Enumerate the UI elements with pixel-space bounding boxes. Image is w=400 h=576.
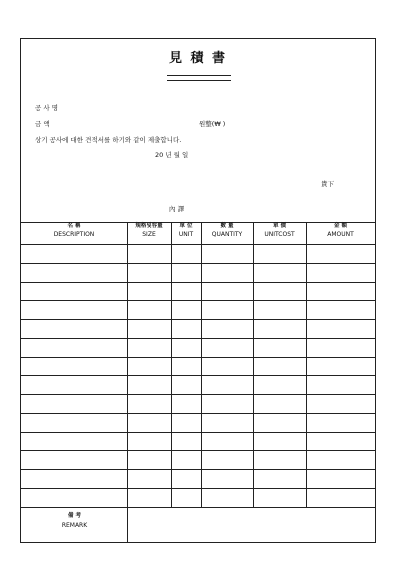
table-row-line: [21, 319, 375, 320]
column-header: [171, 223, 201, 238]
column-header-ko: 名 稱: [67, 223, 81, 229]
column-header-ko: 金 額: [334, 223, 347, 229]
column-header-ko: 單 位: [179, 223, 193, 229]
column-header-en: UNITCOST: [264, 230, 295, 238]
remark-label-en: REMARK: [61, 521, 88, 529]
table-row-line: [21, 488, 375, 489]
column-divider: [201, 222, 202, 507]
column-header: [201, 223, 253, 238]
project-name-label: 공 사 명: [35, 104, 58, 112]
column-header: [253, 223, 306, 238]
items-table: [21, 222, 375, 542]
estimate-sheet: [20, 38, 376, 543]
table-row-line: [21, 507, 375, 508]
statement-text: 상기 공사에 대한 견적서를 하기와 같이 제출합니다.: [35, 136, 182, 144]
table-row-line: [21, 244, 375, 245]
date-line: 20 년 월 일: [155, 151, 189, 159]
column-header: [21, 223, 127, 238]
breakdown-label: 內 譯: [169, 205, 185, 213]
column-divider: [127, 222, 128, 507]
amount-label: 금 액: [35, 120, 50, 128]
table-row-line: [21, 300, 375, 301]
remark-label-ko: 備 考: [68, 512, 81, 519]
table-row-line: [21, 469, 375, 470]
table-row-line: [21, 394, 375, 395]
document-title: 見 積 書: [168, 51, 228, 66]
column-header: [306, 223, 375, 238]
column-header-ko: 規格및容量: [135, 223, 163, 229]
column-header-ko: 數 量: [220, 223, 234, 229]
column-header-en: SIZE: [142, 230, 156, 238]
column-header: [127, 223, 171, 238]
currency-field: 원整(₩ ): [199, 120, 226, 128]
table-row-line: [21, 375, 375, 376]
column-divider: [306, 222, 307, 507]
table-row-line: [21, 450, 375, 451]
column-header-en: QUANTITY: [211, 230, 243, 238]
table-row-line: [21, 282, 375, 283]
column-header-en: DESCRIPTION: [53, 230, 95, 238]
remark-label: [21, 512, 128, 530]
column-header-en: UNIT: [178, 230, 194, 238]
table-row-line: [21, 263, 375, 264]
salutation: 貴下: [321, 180, 334, 188]
column-header-ko: 單 價: [273, 223, 286, 229]
column-divider: [171, 222, 172, 507]
table-row-line: [21, 432, 375, 433]
title-underline: [167, 75, 231, 81]
column-header-en: AMOUNT: [327, 230, 354, 238]
column-divider: [253, 222, 254, 507]
table-row-line: [21, 357, 375, 358]
table-row-line: [21, 338, 375, 339]
table-row-line: [21, 413, 375, 414]
